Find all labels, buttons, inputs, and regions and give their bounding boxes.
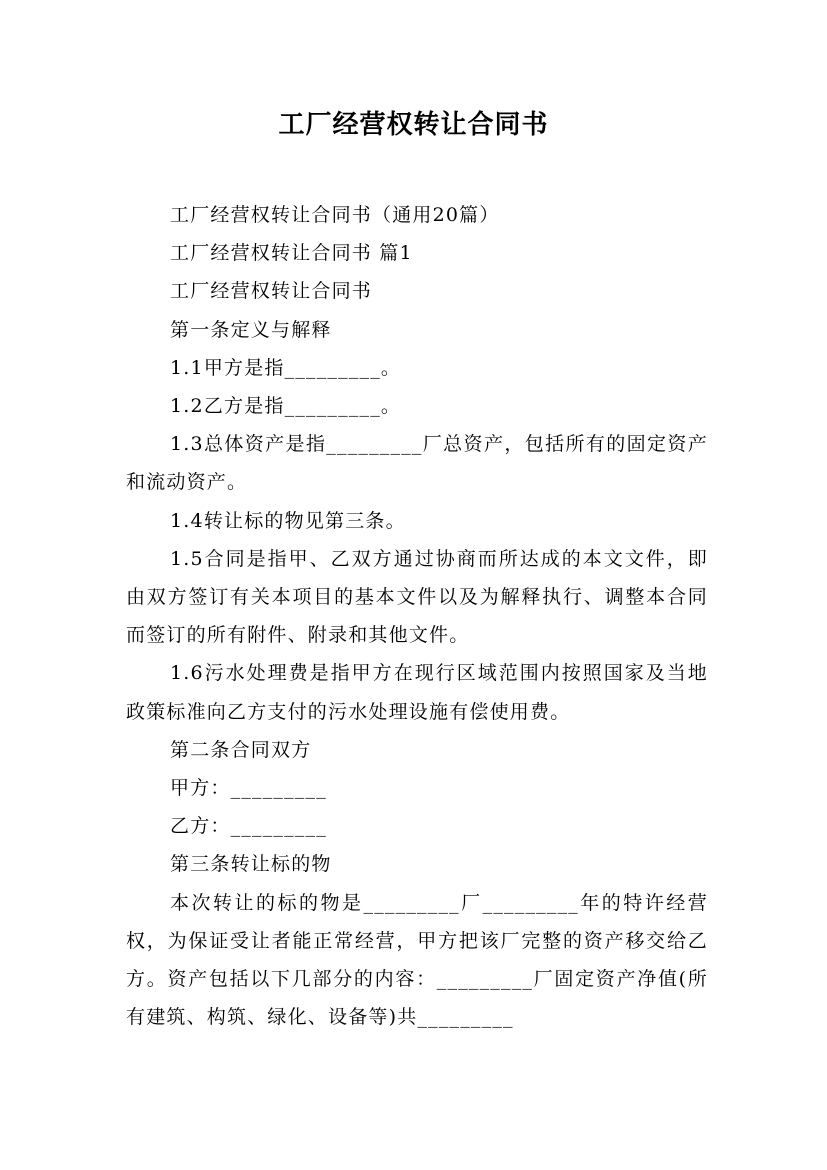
paragraph-article-3-heading: 第三条转让标的物 <box>170 853 332 876</box>
paragraph-party-b: 乙方：_________ <box>170 815 327 838</box>
paragraph-article-2-heading: 第二条合同双方 <box>170 738 312 761</box>
paragraph-clause-1-5: 1.5合同是指甲、乙双方通过协商而所达成的本文文件，即由双方签订有关本项目的基本文件以及为解释执行、调整本合同而签订的所有附件、附录和其他文件。 <box>126 547 708 647</box>
paragraph-party-a: 甲方：_________ <box>170 777 327 800</box>
paragraph-article-3-body: 本次转让的标的物是_________厂_________年的特许经营权，为保证受让者能正常经营，甲方把该厂完整的资产移交给乙方。资产包括以下几部分的内容：_________厂固定资产净值(所有建筑、构筑、绿化、设备等)共_________ <box>126 891 708 1029</box>
paragraph-part-heading: 工厂经营权转让合同书 篇1 <box>170 242 413 265</box>
document-title: 工厂经营权转让合同书 <box>278 110 549 140</box>
document-body <box>126 196 708 1036</box>
paragraph-clause-1-1: 1.1甲方是指_________。 <box>170 356 402 379</box>
paragraph-clause-1-4: 1.4转让标的物见第三条。 <box>170 509 406 532</box>
paragraph-clause-1-2: 1.2乙方是指_________。 <box>170 395 402 418</box>
paragraph-article-1-heading: 第一条定义与解释 <box>170 318 332 341</box>
paragraph-subtitle: 工厂经营权转让合同书（通用20篇） <box>170 204 500 226</box>
paragraph-clause-1-6: 1.6污水处理费是指甲方在现行区域范围内按照国家及当地政策标准向乙方支付的污水处理设施有偿使用费。 <box>126 662 708 723</box>
paragraph-clause-1-3: 1.3总体资产是指_________厂总资产，包括所有的固定资产和流动资产。 <box>126 433 708 494</box>
paragraph-contract-title: 工厂经营权转让合同书 <box>170 280 373 303</box>
